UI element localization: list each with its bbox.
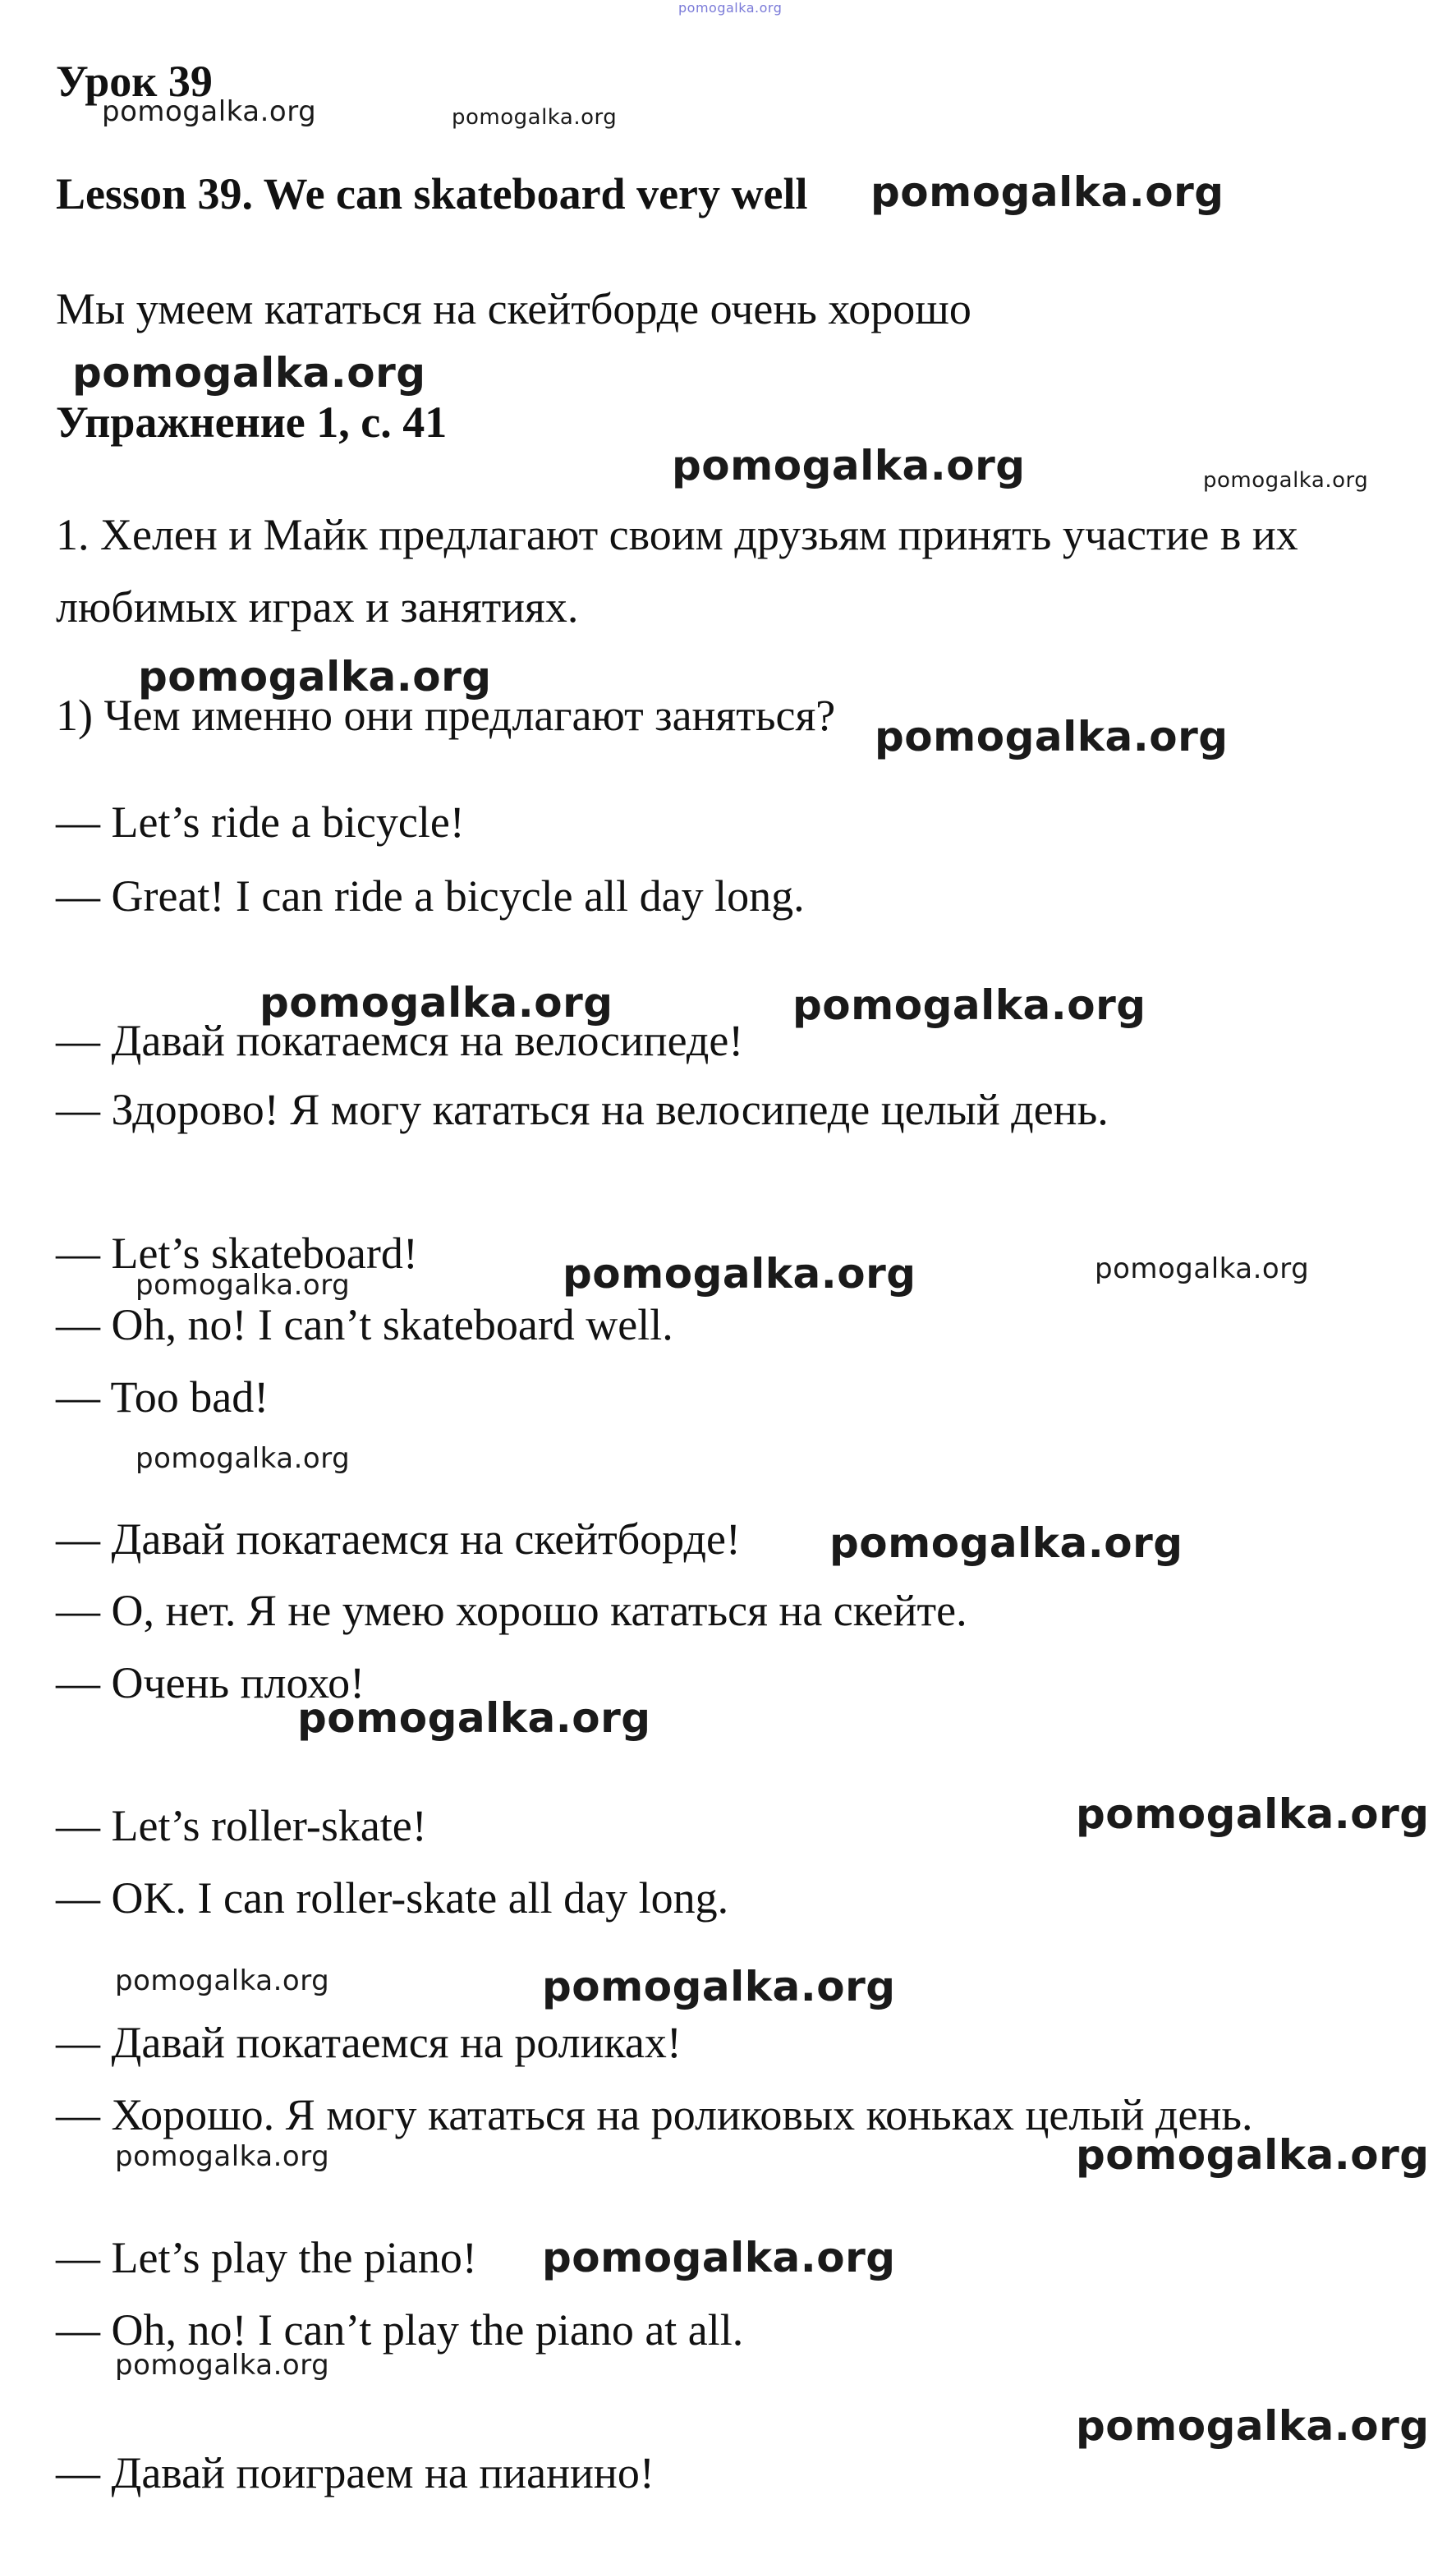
translation-line: — Давай покатаемся на велосипеде! bbox=[56, 1016, 744, 1065]
watermark: pomogalka.org bbox=[1203, 468, 1369, 493]
dialogue-line: — Let’s roller-skate! bbox=[56, 1801, 427, 1850]
watermark: pomogalka.org bbox=[678, 0, 783, 16]
watermark: pomogalka.org bbox=[452, 105, 618, 130]
lesson-title: Lesson 39. We can skateboard very well bbox=[56, 169, 808, 218]
translation-line: — Здорово! Я могу кататься на велосипеде целый день. bbox=[56, 1085, 1109, 1134]
watermark: pomogalka.org bbox=[1095, 1252, 1310, 1285]
watermark: pomogalka.org bbox=[563, 1250, 916, 1298]
watermark: pomogalka.org bbox=[138, 653, 492, 701]
dialogue-line: — Let’s ride a bicycle! bbox=[56, 797, 465, 847]
watermark: pomogalka.org bbox=[792, 981, 1146, 1029]
translation-line: — Очень плохо! bbox=[56, 1658, 365, 1707]
watermark: pomogalka.org bbox=[115, 2349, 330, 2382]
translation-line: — Давай покатаемся на скейтборде! bbox=[56, 1514, 741, 1564]
dialogue-line: — Let’s skateboard! bbox=[56, 1229, 418, 1278]
exercise-title: Упражнение 1, с. 41 bbox=[56, 397, 448, 447]
watermark: pomogalka.org bbox=[1076, 1790, 1430, 1838]
translation-line: — Хорошо. Я могу кататься на роликовых коньках целый день. bbox=[56, 2090, 1253, 2139]
translation-line: — О, нет. Я не умею хорошо кататься на скейте. bbox=[56, 1586, 967, 1635]
dialogue-line: — Let’s play the piano! bbox=[56, 2233, 477, 2282]
watermark: pomogalka.org bbox=[875, 713, 1229, 760]
dialogue-line: — Too bad! bbox=[56, 1372, 269, 1422]
watermark: pomogalka.org bbox=[1076, 2402, 1430, 2450]
question: 1) Чем именно они предлагают заняться? bbox=[56, 691, 836, 740]
watermark: pomogalka.org bbox=[135, 1269, 351, 1302]
watermark: pomogalka.org bbox=[115, 1964, 330, 1997]
watermark: pomogalka.org bbox=[297, 1694, 651, 1742]
dialogue-line: — OK. I can roller-skate all day long. bbox=[56, 1873, 729, 1923]
dialogue-line: — Oh, no! I can’t play the piano at all. bbox=[56, 2305, 744, 2355]
watermark: pomogalka.org bbox=[542, 2234, 896, 2281]
watermark: pomogalka.org bbox=[542, 1963, 896, 2010]
translation-line: — Давай покатаемся на роликах! bbox=[56, 2018, 682, 2067]
dialogue-line: — Oh, no! I can’t skateboard well. bbox=[56, 1300, 673, 1349]
task-line-2: любимых играх и занятиях. bbox=[56, 582, 579, 632]
watermark: pomogalka.org bbox=[115, 2140, 330, 2173]
watermark: pomogalka.org bbox=[870, 168, 1224, 216]
watermark: pomogalka.org bbox=[829, 1519, 1183, 1567]
watermark: pomogalka.org bbox=[72, 349, 426, 397]
watermark: pomogalka.org bbox=[672, 442, 1026, 489]
watermark: pomogalka.org bbox=[102, 95, 317, 128]
lesson-header: Урок 39 bbox=[56, 57, 213, 106]
translation-line: — Давай поиграем на пианино! bbox=[56, 2448, 655, 2497]
watermark: pomogalka.org bbox=[260, 979, 613, 1027]
dialogue-line: — Great! I can ride a bicycle all day long. bbox=[56, 871, 805, 921]
watermark: pomogalka.org bbox=[135, 1442, 351, 1475]
watermark: pomogalka.org bbox=[1076, 2131, 1430, 2179]
lesson-subtitle: Мы умеем кататься на скейтборде очень хорошо bbox=[56, 284, 971, 333]
task-line-1: 1. Хелен и Майк предлагают своим друзьям принять участие в их bbox=[56, 510, 1298, 559]
